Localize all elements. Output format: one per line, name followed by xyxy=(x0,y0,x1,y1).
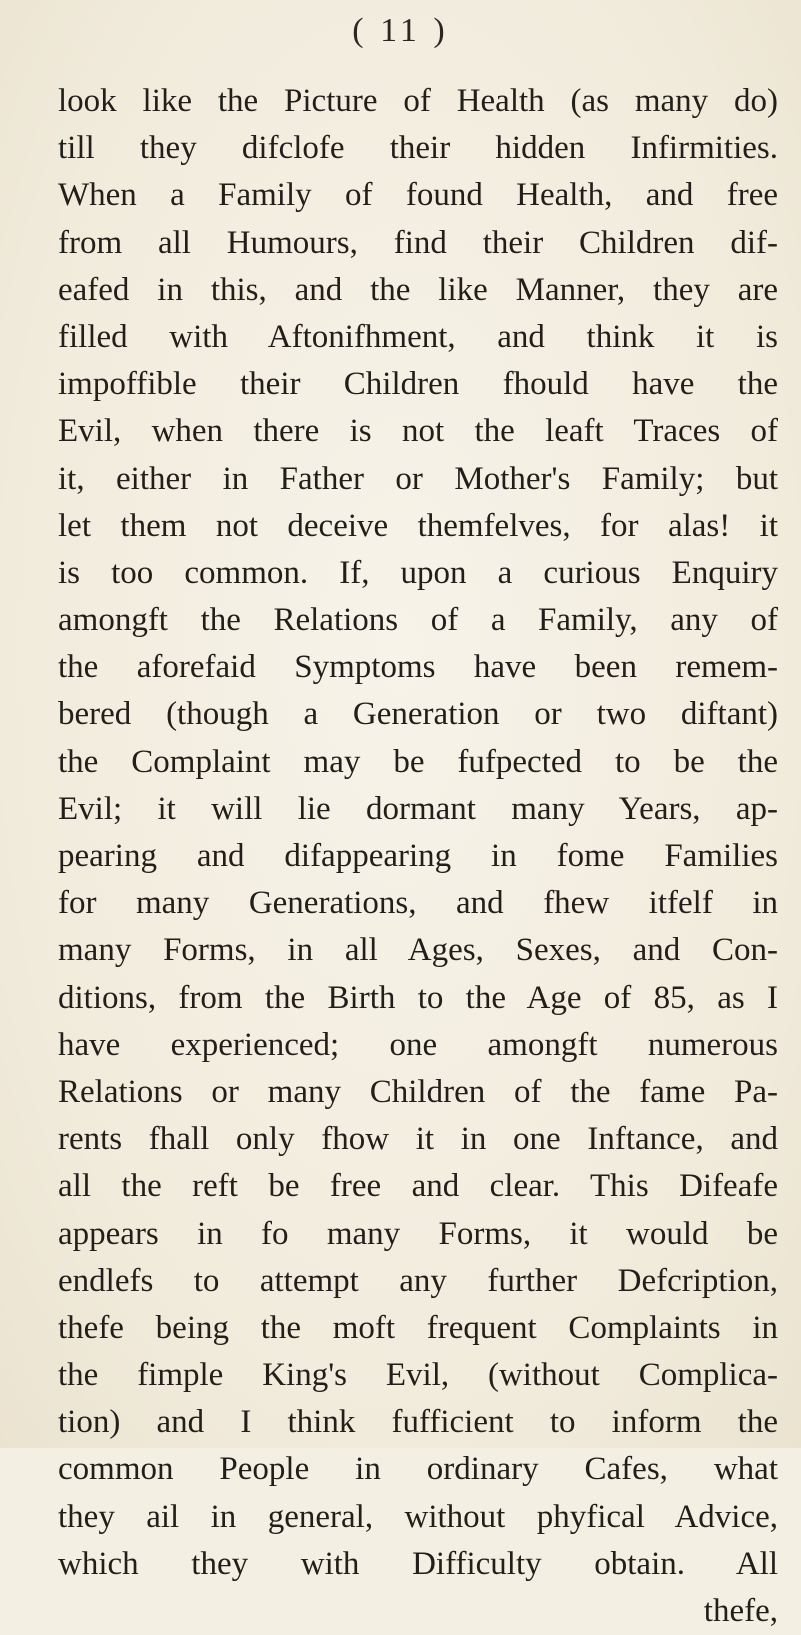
text-line: pearing and difappearing in fome Families xyxy=(58,838,778,874)
text-line: rents fhall only fhow it in one Inftance, and xyxy=(58,1121,778,1158)
text-line: Evil; it will lie dormant many Years, ap- xyxy=(58,790,778,827)
text-line: common People in ordinary Cafes, what xyxy=(58,1451,778,1488)
text-line: look like the Picture of Health (as many do) xyxy=(58,83,778,119)
catchword: thefe, xyxy=(703,1593,778,1629)
text-line: the fimple King's Evil, (without Complica- xyxy=(58,1357,778,1394)
text-line: When a Family of found Health, and free xyxy=(58,177,778,214)
text-line: from all Humours, find their Children dif- xyxy=(58,224,778,261)
text-line: let them not deceive themfelves, for alas! it xyxy=(58,507,778,544)
body-text xyxy=(58,78,778,1635)
text-line: till they difclofe their hidden Infirmities. xyxy=(58,130,778,167)
text-line: they ail in general, without phyfical Advice, xyxy=(58,1498,778,1535)
text-line: tion) and I think fufficient to inform the xyxy=(58,1404,778,1441)
text-line: the Complaint may be fufpected to be the xyxy=(58,743,778,780)
text-line: Evil, when there is not the leaft Traces of xyxy=(58,413,778,450)
text-line: many Forms, in all Ages, Sexes, and Con- xyxy=(58,932,778,969)
text-line: amongft the Relations of a Family, any of xyxy=(58,602,778,639)
text-line: which they with Difficulty obtain. All xyxy=(58,1545,778,1582)
text-line: impoffible their Children fhould have the xyxy=(58,366,778,403)
text-line: is too common. If, upon a curious Enquiry xyxy=(58,554,778,591)
text-line: for many Generations, and fhew itfelf in xyxy=(58,885,778,922)
text-line: have experienced; one amongft numerous xyxy=(58,1026,778,1063)
text-line: bered (though a Generation or two diftant) xyxy=(58,696,778,733)
text-line: thefe being the moft frequent Complaints in xyxy=(58,1309,778,1346)
text-line: Relations or many Children of the fame Pa- xyxy=(58,1073,778,1110)
text-line: it, either in Father or Mother's Family; but xyxy=(58,460,778,497)
text-line: eafed in this, and the like Manner, they are xyxy=(58,271,778,308)
text-line: ditions, from the Birth to the Age of 85, as I xyxy=(58,979,778,1016)
text-line: filled with Aftonifhment, and think it is xyxy=(58,318,778,355)
page-number: ( 11 ) xyxy=(352,12,449,49)
text-line: appears in fo many Forms, it would be xyxy=(58,1215,778,1252)
text-line: the aforefaid Symptoms have been remem- xyxy=(58,649,778,686)
text-line: endlefs to attempt any further Defcription, xyxy=(58,1262,778,1299)
text-line: all the reft be free and clear. This Difeafe xyxy=(58,1168,778,1205)
